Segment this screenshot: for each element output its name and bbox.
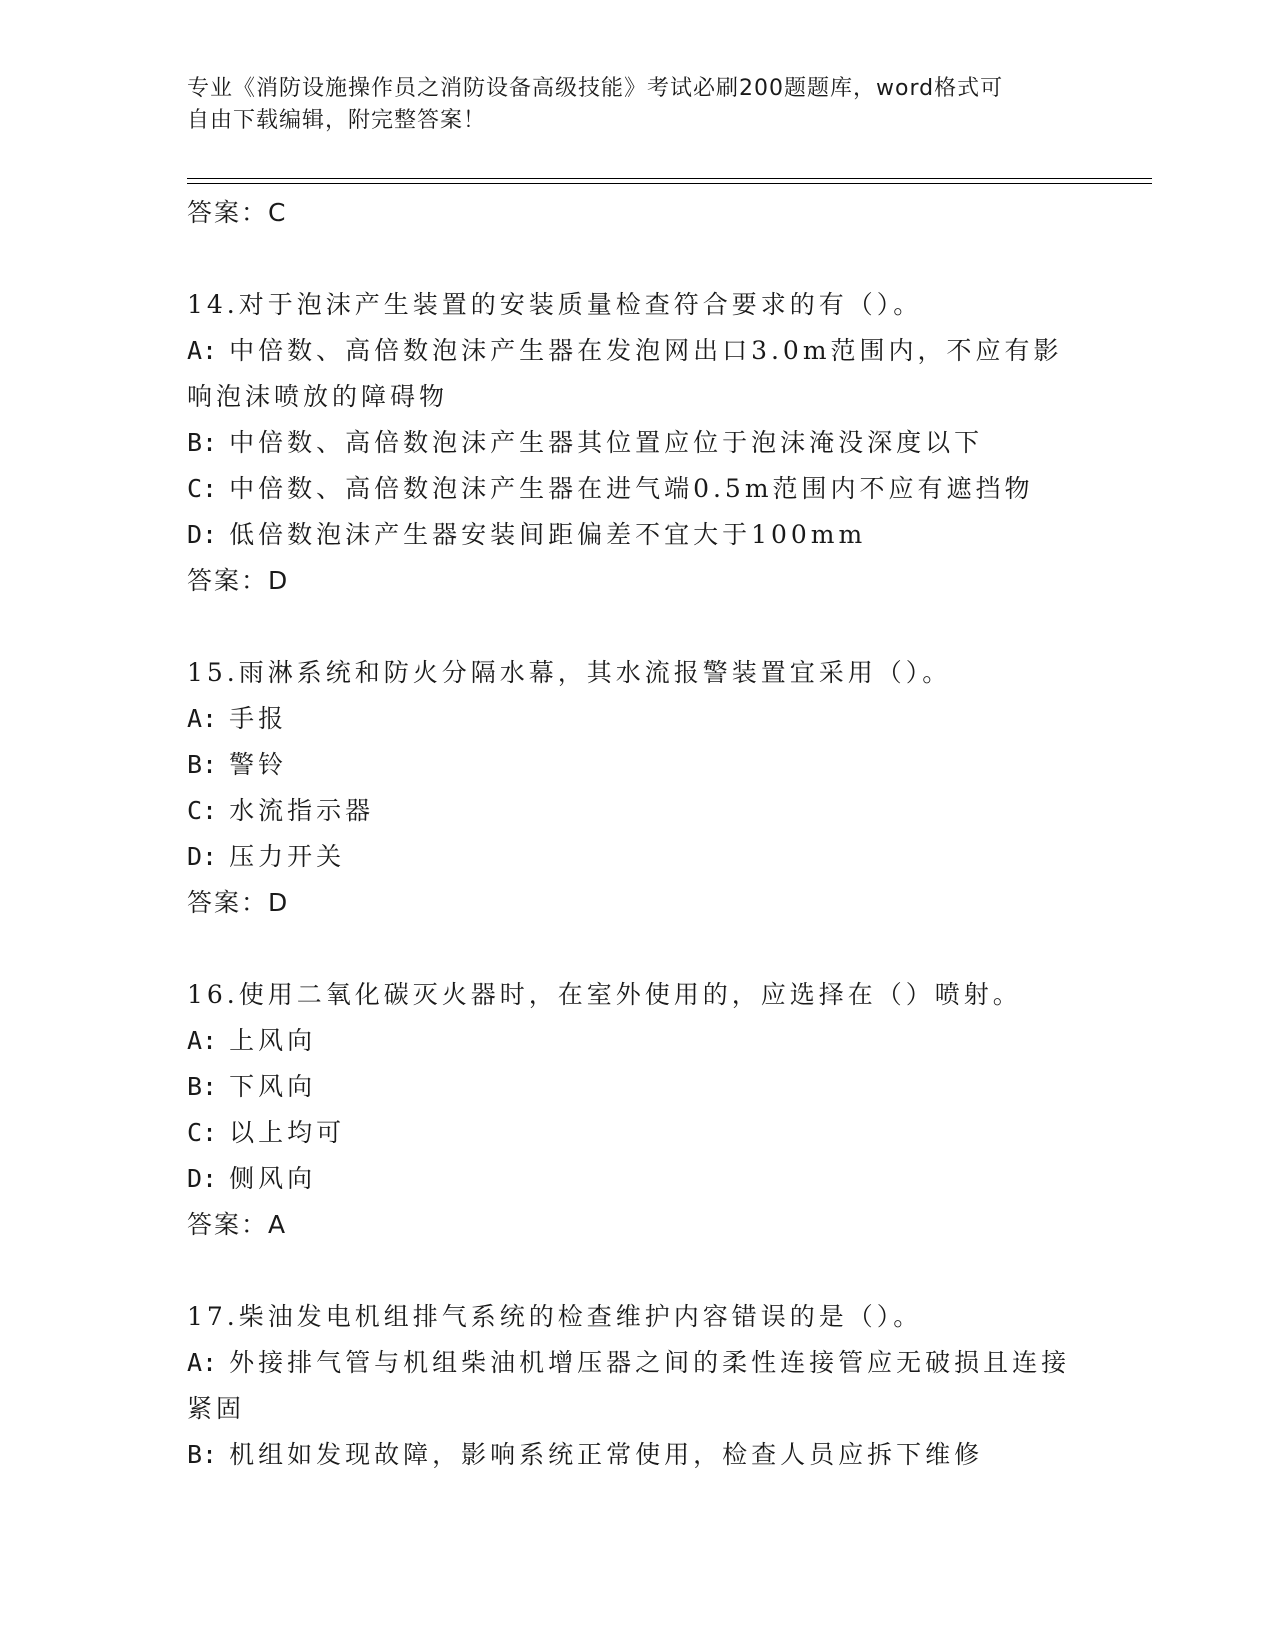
option-key: B: [187, 1072, 218, 1101]
question-17 [187, 1294, 1087, 1478]
option-text: 低倍数泡沫产生器安装间距偏差不宜大于100mm [229, 520, 867, 549]
option-a [187, 1018, 1087, 1064]
option-key: C: [187, 796, 218, 825]
option-b [187, 1432, 1087, 1478]
header-rule-bottom [187, 183, 1152, 184]
question-stem: 14.对于泡沫产生装置的安装质量检查符合要求的有（）。 [187, 290, 923, 319]
option-text: 中倍数、高倍数泡沫产生器在进气端0.5m范围内不应有遮挡物 [229, 474, 1034, 503]
option-text: 侧风向 [229, 1164, 317, 1193]
option-key: B: [187, 428, 218, 457]
question-list [187, 190, 1087, 1478]
answer-line: 答案：D [187, 888, 290, 917]
question-16 [187, 972, 1087, 1248]
option-key: A: [187, 1348, 218, 1377]
answer-line: 答案：D [187, 566, 290, 595]
option-key: B: [187, 750, 218, 779]
option-a [187, 1340, 1087, 1386]
answer-line: 答案：C [187, 198, 288, 227]
option-text: 压力开关 [229, 842, 346, 871]
question-stem: 15.雨淋系统和防火分隔水幕，其水流报警装置宜采用（）。 [187, 658, 952, 687]
option-d [187, 1156, 1087, 1202]
option-a [187, 696, 1087, 742]
option-key: D: [187, 1164, 218, 1193]
option-key: A: [187, 336, 218, 365]
question-stem: 16.使用二氧化碳灭火器时，在室外使用的，应选择在（）喷射。 [187, 980, 1022, 1009]
option-text: 手报 [229, 704, 288, 733]
option-c [187, 788, 1087, 834]
option-text: 下风向 [229, 1072, 317, 1101]
answer-line: 答案：A [187, 1210, 288, 1239]
option-c [187, 1110, 1087, 1156]
option-d [187, 834, 1087, 880]
option-key: B: [187, 1440, 218, 1469]
option-text: 中倍数、高倍数泡沫产生器其位置应位于泡沫淹没深度以下 [229, 428, 984, 457]
option-text: 机组如发现故障，影响系统正常使用，检查人员应拆下维修 [229, 1440, 984, 1469]
option-text: 上风向 [229, 1026, 317, 1055]
option-b [187, 420, 1087, 466]
question-15 [187, 650, 1087, 926]
option-key: D: [187, 842, 218, 871]
document-header [187, 73, 1087, 137]
option-key: D: [187, 520, 218, 549]
option-c [187, 466, 1087, 512]
header-rule-top [187, 178, 1152, 179]
header-line-2: 自由下载编辑，附完整答案！ [187, 108, 487, 133]
question-stem: 17.柴油发电机组排气系统的检查维护内容错误的是（）。 [187, 1302, 923, 1331]
option-key: A: [187, 1026, 218, 1055]
option-key: C: [187, 474, 218, 503]
option-b [187, 1064, 1087, 1110]
option-text: 水流指示器 [229, 796, 375, 825]
option-text: 以上均可 [229, 1118, 346, 1147]
header-line-1: 专业《消防设施操作员之消防设备高级技能》考试必刷200题题库，word格式可 [187, 76, 1004, 101]
option-a-continued: 响泡沫喷放的障碍物 [187, 382, 449, 411]
option-b [187, 742, 1087, 788]
option-a [187, 328, 1087, 374]
option-text: 中倍数、高倍数泡沫产生器在发泡网出口3.0m范围内，不应有影 [229, 336, 1063, 365]
option-key: C: [187, 1118, 218, 1147]
question-14 [187, 282, 1087, 604]
option-text: 警铃 [229, 750, 288, 779]
option-text: 外接排气管与机组柴油机增压器之间的柔性连接管应无破损且连接 [229, 1348, 1071, 1377]
option-d [187, 512, 1087, 558]
option-a-continued: 紧固 [187, 1394, 246, 1423]
option-key: A: [187, 704, 218, 733]
